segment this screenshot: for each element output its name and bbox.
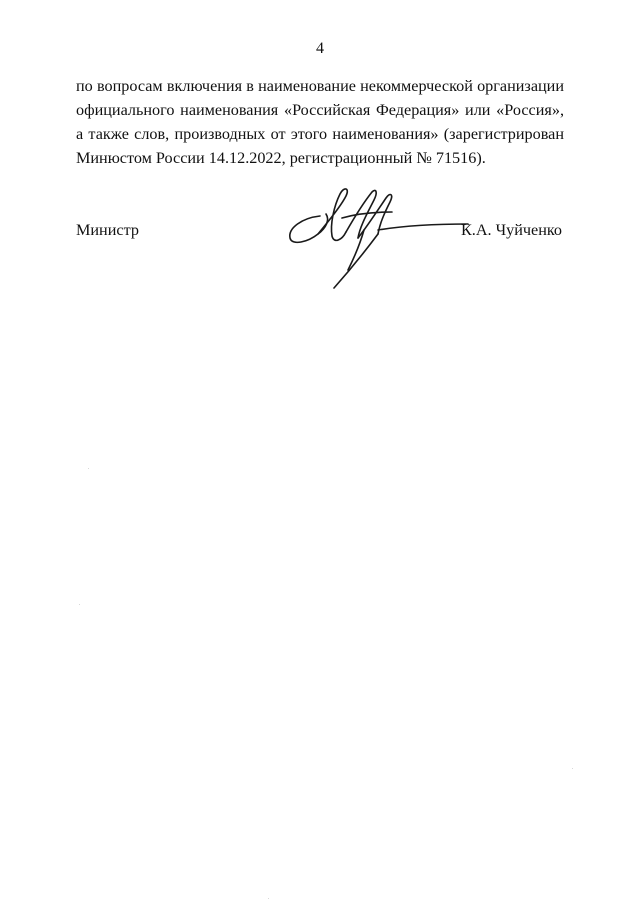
paragraph-line-3: а также слов, производных от этого наименования» (зарегистрирован — [76, 125, 564, 143]
paragraph-line-4: Минюстом России 14.12.2022, регистрационный № 71516). — [76, 149, 486, 167]
signer-name: К.А. Чуйченко — [460, 221, 562, 239]
position-title: Министр — [76, 221, 139, 239]
page-number: 4 — [316, 40, 324, 57]
paragraph — [76, 74, 564, 170]
paragraph-line-2: официального наименования «Российская Федерация» или «Россия», — [76, 101, 564, 119]
scan-speck — [79, 604, 80, 605]
handwritten-signature-icon — [282, 178, 482, 293]
paragraph-line-1: по вопросам включения в наименование некоммерческой организации — [76, 77, 564, 95]
scan-speck — [268, 898, 269, 899]
scan-speck — [88, 468, 89, 469]
scan-speck — [572, 768, 573, 769]
